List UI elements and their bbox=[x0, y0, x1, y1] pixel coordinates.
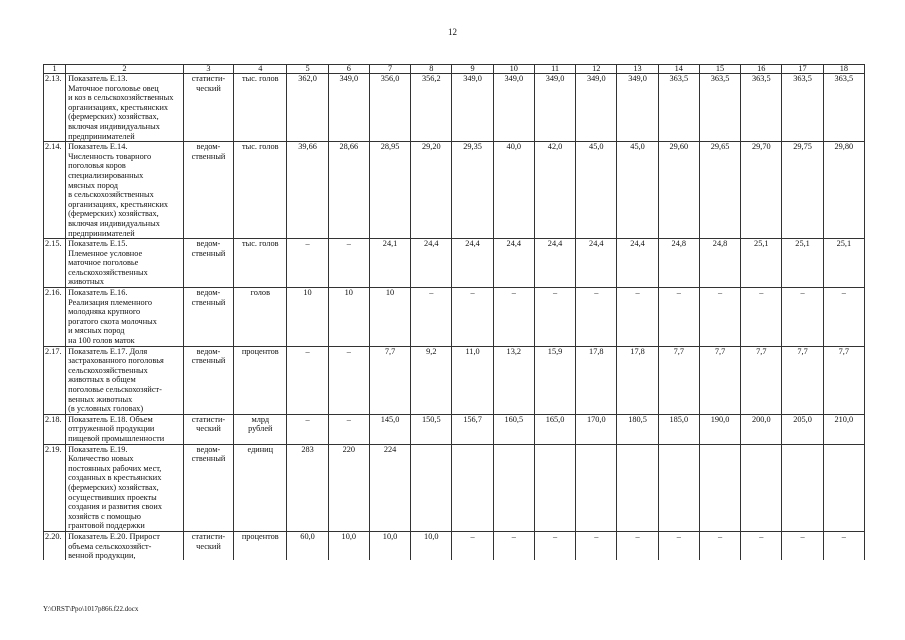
indicator-name-line: организациях, крестьянских bbox=[68, 102, 169, 112]
indicator-name bbox=[66, 74, 184, 142]
value-cell: 24,4 bbox=[452, 239, 493, 288]
value-cell: 7,7 bbox=[823, 346, 864, 414]
indicator-name-line: животных в общем bbox=[68, 375, 136, 385]
data-source bbox=[183, 239, 233, 288]
value-cell: 349,0 bbox=[452, 74, 493, 142]
indicator-name-line: на 100 голов маток bbox=[68, 336, 135, 346]
data-table-container bbox=[43, 64, 865, 560]
value-cell: 363,5 bbox=[658, 74, 699, 142]
indicator-name-line: постоянных рабочих мест, bbox=[68, 463, 162, 473]
value-cell: 24,1 bbox=[369, 239, 410, 288]
column-header: 1 bbox=[44, 65, 66, 74]
value-cell: 7,7 bbox=[369, 346, 410, 414]
table-row bbox=[44, 531, 865, 560]
data-source-line: статисти- bbox=[191, 531, 226, 541]
value-cell bbox=[493, 444, 534, 531]
data-source-line: ственный bbox=[191, 356, 226, 366]
row-index: 2.17. bbox=[44, 346, 66, 414]
unit-line: рублей bbox=[248, 424, 273, 434]
value-cell: 7,7 bbox=[699, 346, 740, 414]
column-header: 10 bbox=[493, 65, 534, 74]
value-cell: 224 bbox=[369, 444, 410, 531]
indicator-name-line: застрахованного поголовья bbox=[68, 356, 164, 366]
indicator-name bbox=[66, 239, 184, 288]
value-cell: – bbox=[741, 531, 782, 560]
value-cell: – bbox=[617, 531, 658, 560]
value-cell: – bbox=[287, 346, 328, 414]
indicator-name-line: (фермерских) хозяйствах, bbox=[68, 112, 159, 122]
indicator-name-line: предпринимателей bbox=[68, 228, 135, 238]
data-source bbox=[183, 346, 233, 414]
value-cell: – bbox=[534, 531, 575, 560]
value-cell: – bbox=[658, 288, 699, 347]
indicator-name-line: маточное поголовье bbox=[68, 258, 139, 268]
value-cell: 349,0 bbox=[328, 74, 369, 142]
value-cell: 156,7 bbox=[452, 414, 493, 444]
data-source-line: ственный bbox=[191, 151, 226, 161]
value-cell bbox=[782, 444, 823, 531]
value-cell: 24,4 bbox=[493, 239, 534, 288]
unit-line: единиц bbox=[247, 444, 274, 454]
indicator-name-line: Показатель Е.13. bbox=[68, 74, 128, 83]
indicator-name-line: осуществивших проекты bbox=[68, 492, 157, 502]
indicator-name bbox=[66, 531, 184, 560]
indicator-name-line: Численность товарного bbox=[68, 151, 152, 161]
data-source-line: ственный bbox=[191, 248, 226, 258]
indicator-name-line: специализированных bbox=[68, 170, 144, 180]
table-row bbox=[44, 74, 865, 142]
indicator-name-line: Маточное поголовье овец bbox=[68, 83, 159, 93]
indicator-name-line: Реализация племенного bbox=[68, 297, 153, 307]
value-cell: 349,0 bbox=[493, 74, 534, 142]
table-row bbox=[44, 414, 865, 444]
page-number: 12 bbox=[448, 27, 457, 37]
indicator-name-line: Показатель Е.18. Объем bbox=[68, 414, 153, 424]
value-cell: – bbox=[493, 288, 534, 347]
value-cell bbox=[699, 444, 740, 531]
value-cell: – bbox=[782, 531, 823, 560]
value-cell: 29,80 bbox=[823, 142, 864, 239]
value-cell: 25,1 bbox=[741, 239, 782, 288]
indicator-name-line: сельскохозяйственных bbox=[68, 267, 148, 277]
value-cell: 7,7 bbox=[741, 346, 782, 414]
column-header: 12 bbox=[576, 65, 617, 74]
unit-of-measure bbox=[234, 531, 287, 560]
column-header: 16 bbox=[741, 65, 782, 74]
header-row bbox=[44, 65, 865, 74]
value-cell bbox=[452, 444, 493, 531]
indicator-name-line: (в условных головах) bbox=[68, 404, 144, 414]
table-row bbox=[44, 444, 865, 531]
value-cell bbox=[576, 444, 617, 531]
column-header: 17 bbox=[782, 65, 823, 74]
value-cell: – bbox=[576, 288, 617, 347]
indicator-name-line: Показатель Е.20. Прирост bbox=[68, 531, 160, 541]
table-row bbox=[44, 239, 865, 288]
data-source bbox=[183, 142, 233, 239]
value-cell: 349,0 bbox=[617, 74, 658, 142]
value-cell: 220 bbox=[328, 444, 369, 531]
data-source bbox=[183, 531, 233, 560]
value-cell: – bbox=[534, 288, 575, 347]
indicator-name-line: Количество новых bbox=[68, 454, 134, 464]
indicator-name-line: мясных пород bbox=[68, 180, 118, 190]
value-cell: 28,95 bbox=[369, 142, 410, 239]
indicator-name-line: молодняка крупного bbox=[68, 307, 141, 317]
value-cell: – bbox=[741, 288, 782, 347]
value-cell: 25,1 bbox=[782, 239, 823, 288]
value-cell: 11,0 bbox=[452, 346, 493, 414]
data-source-line: ческий bbox=[196, 83, 221, 93]
value-cell: 210,0 bbox=[823, 414, 864, 444]
data-source-line: ведом- bbox=[196, 239, 221, 249]
value-cell bbox=[658, 444, 699, 531]
value-cell: 29,65 bbox=[699, 142, 740, 239]
value-cell: 356,0 bbox=[369, 74, 410, 142]
indicator-name-line: сельскохозяйственных bbox=[68, 365, 148, 375]
unit-line: тыс. голов bbox=[242, 142, 279, 152]
column-header: 9 bbox=[452, 65, 493, 74]
row-index: 2.19. bbox=[44, 444, 66, 531]
unit-of-measure bbox=[234, 288, 287, 347]
value-cell: 10,0 bbox=[369, 531, 410, 560]
indicator-name-line: в сельскохозяйственных bbox=[68, 190, 154, 200]
data-source-line: ведом- bbox=[196, 346, 221, 356]
value-cell: 7,7 bbox=[782, 346, 823, 414]
value-cell: – bbox=[823, 288, 864, 347]
value-cell: 150,5 bbox=[411, 414, 452, 444]
value-cell: 145,0 bbox=[369, 414, 410, 444]
value-cell: 363,5 bbox=[741, 74, 782, 142]
column-header: 15 bbox=[699, 65, 740, 74]
column-header: 13 bbox=[617, 65, 658, 74]
value-cell: 29,75 bbox=[782, 142, 823, 239]
unit-of-measure bbox=[234, 444, 287, 531]
column-header: 4 bbox=[234, 65, 287, 74]
unit-of-measure bbox=[234, 414, 287, 444]
value-cell: 25,1 bbox=[823, 239, 864, 288]
unit-line: процентов bbox=[241, 531, 279, 541]
value-cell: 29,60 bbox=[658, 142, 699, 239]
value-cell: 24,4 bbox=[534, 239, 575, 288]
column-header: 2 bbox=[66, 65, 184, 74]
indicator-name-line: включая индивидуальных bbox=[68, 121, 160, 131]
value-cell: – bbox=[658, 531, 699, 560]
row-index: 2.20. bbox=[44, 531, 66, 560]
column-header: 18 bbox=[823, 65, 864, 74]
row-index: 2.15. bbox=[44, 239, 66, 288]
indicator-name-line: рогатого скота молочных bbox=[68, 316, 157, 326]
indicator-name-line: (фермерских) хозяйствах, bbox=[68, 209, 159, 219]
data-source-line: ческий bbox=[196, 424, 221, 434]
unit-line: голов bbox=[250, 288, 270, 298]
column-header: 6 bbox=[328, 65, 369, 74]
column-header: 14 bbox=[658, 65, 699, 74]
data-source-line: ственный bbox=[191, 297, 226, 307]
value-cell: – bbox=[452, 288, 493, 347]
value-cell: 17,8 bbox=[617, 346, 658, 414]
indicator-name-line: венной продукции, bbox=[68, 551, 136, 560]
value-cell: 362,0 bbox=[287, 74, 328, 142]
unit-of-measure bbox=[234, 346, 287, 414]
value-cell: 9,2 bbox=[411, 346, 452, 414]
value-cell: 29,20 bbox=[411, 142, 452, 239]
value-cell: 7,7 bbox=[658, 346, 699, 414]
indicators-table bbox=[43, 64, 865, 560]
value-cell: 190,0 bbox=[699, 414, 740, 444]
row-index: 2.13. bbox=[44, 74, 66, 142]
value-cell: 363,5 bbox=[782, 74, 823, 142]
value-cell: – bbox=[328, 239, 369, 288]
table-row bbox=[44, 142, 865, 239]
data-source bbox=[183, 74, 233, 142]
indicator-name-line: хозяйств с помощью bbox=[68, 511, 141, 521]
value-cell: 24,4 bbox=[617, 239, 658, 288]
value-cell: 24,4 bbox=[411, 239, 452, 288]
column-header: 5 bbox=[287, 65, 328, 74]
indicator-name-line: Племенное условное bbox=[68, 248, 143, 258]
indicator-name-line: созданных в крестьянских bbox=[68, 473, 162, 483]
data-source bbox=[183, 414, 233, 444]
value-cell: 363,5 bbox=[699, 74, 740, 142]
unit-of-measure bbox=[234, 239, 287, 288]
indicator-name-line: Показатель Е.17. Доля bbox=[68, 346, 148, 356]
data-source bbox=[183, 288, 233, 347]
value-cell: 363,5 bbox=[823, 74, 864, 142]
value-cell: – bbox=[287, 239, 328, 288]
table-body bbox=[44, 74, 865, 560]
data-source-line: ственный bbox=[191, 454, 226, 464]
value-cell: – bbox=[287, 414, 328, 444]
value-cell: 283 bbox=[287, 444, 328, 531]
value-cell bbox=[823, 444, 864, 531]
value-cell: – bbox=[328, 414, 369, 444]
indicator-name bbox=[66, 444, 184, 531]
value-cell bbox=[741, 444, 782, 531]
value-cell: – bbox=[493, 531, 534, 560]
value-cell: – bbox=[782, 288, 823, 347]
indicator-name-line: пищевой промышленности bbox=[68, 433, 165, 443]
value-cell: 45,0 bbox=[576, 142, 617, 239]
indicator-name-line: Показатель Е.15. bbox=[68, 239, 128, 249]
value-cell: 205,0 bbox=[782, 414, 823, 444]
indicator-name bbox=[66, 414, 184, 444]
data-source-line: ческий bbox=[196, 541, 221, 551]
unit-line: тыс. голов bbox=[242, 239, 279, 249]
value-cell: – bbox=[576, 531, 617, 560]
indicator-name bbox=[66, 142, 184, 239]
value-cell: 10,0 bbox=[411, 531, 452, 560]
unit-of-measure bbox=[234, 74, 287, 142]
column-header: 11 bbox=[534, 65, 575, 74]
value-cell bbox=[534, 444, 575, 531]
indicator-name-line: и мясных пород bbox=[68, 326, 125, 336]
column-header: 3 bbox=[183, 65, 233, 74]
value-cell: 165,0 bbox=[534, 414, 575, 444]
file-path-footer: Y:\ORST\Ppo\1017p866.f22.docx bbox=[43, 605, 139, 613]
value-cell: 40,0 bbox=[493, 142, 534, 239]
indicator-name bbox=[66, 288, 184, 347]
table-row bbox=[44, 288, 865, 347]
indicator-name-line: грантовой поддержки bbox=[68, 521, 145, 531]
indicator-name-line: организациях, крестьянских bbox=[68, 199, 169, 209]
indicator-name-line: отгруженной продукции bbox=[68, 424, 155, 434]
value-cell bbox=[617, 444, 658, 531]
indicator-name-line: Показатель Е.19. bbox=[68, 444, 128, 454]
value-cell: – bbox=[699, 288, 740, 347]
value-cell: 15,9 bbox=[534, 346, 575, 414]
unit-line: млрд bbox=[251, 414, 270, 424]
value-cell: 180,5 bbox=[617, 414, 658, 444]
unit-line: тыс. голов bbox=[242, 74, 279, 83]
indicator-name-line: (фермерских) хозяйствах, bbox=[68, 482, 159, 492]
unit-of-measure bbox=[234, 142, 287, 239]
indicator-name-line: и коз в сельскохозяйственных bbox=[68, 93, 174, 103]
value-cell: 349,0 bbox=[576, 74, 617, 142]
value-cell: 24,4 bbox=[576, 239, 617, 288]
indicator-name-line: Показатель Е.16. bbox=[68, 288, 128, 298]
row-index: 2.18. bbox=[44, 414, 66, 444]
value-cell: 10 bbox=[287, 288, 328, 347]
value-cell: 10 bbox=[328, 288, 369, 347]
indicator-name bbox=[66, 346, 184, 414]
table-row bbox=[44, 346, 865, 414]
indicator-name-line: животных bbox=[68, 277, 104, 287]
value-cell: 10,0 bbox=[328, 531, 369, 560]
data-source-line: ведом- bbox=[196, 444, 221, 454]
value-cell: 28,66 bbox=[328, 142, 369, 239]
unit-line: процентов bbox=[241, 346, 279, 356]
data-source bbox=[183, 444, 233, 531]
column-header: 8 bbox=[411, 65, 452, 74]
value-cell: 45,0 bbox=[617, 142, 658, 239]
value-cell: 60,0 bbox=[287, 531, 328, 560]
indicator-name-line: Показатель Е.14. bbox=[68, 142, 128, 152]
value-cell: 170,0 bbox=[576, 414, 617, 444]
value-cell: 24,8 bbox=[699, 239, 740, 288]
column-header: 7 bbox=[369, 65, 410, 74]
value-cell: 349,0 bbox=[534, 74, 575, 142]
value-cell: 185,0 bbox=[658, 414, 699, 444]
data-source-line: ведом- bbox=[196, 142, 221, 152]
value-cell: – bbox=[452, 531, 493, 560]
value-cell: 13,2 bbox=[493, 346, 534, 414]
indicator-name-line: предпринимателей bbox=[68, 131, 135, 141]
data-source-line: ведом- bbox=[196, 288, 221, 298]
value-cell: 24,8 bbox=[658, 239, 699, 288]
indicator-name-line: объема сельскохозяйст- bbox=[68, 541, 152, 551]
value-cell: 29,35 bbox=[452, 142, 493, 239]
value-cell: – bbox=[411, 288, 452, 347]
data-source-line: статисти- bbox=[191, 74, 226, 83]
indicator-name-line: включая индивидуальных bbox=[68, 218, 160, 228]
data-source-line: статисти- bbox=[191, 414, 226, 424]
indicator-name-line: венных животных bbox=[68, 394, 133, 404]
indicator-name-line: поголовье сельскохозяйст- bbox=[68, 385, 162, 394]
value-cell: 29,70 bbox=[741, 142, 782, 239]
indicator-name-line: поголовья коров bbox=[68, 161, 126, 171]
row-index: 2.14. bbox=[44, 142, 66, 239]
value-cell: – bbox=[328, 346, 369, 414]
value-cell: 39,66 bbox=[287, 142, 328, 239]
value-cell: – bbox=[823, 531, 864, 560]
value-cell: 160,5 bbox=[493, 414, 534, 444]
value-cell: 17,8 bbox=[576, 346, 617, 414]
value-cell: – bbox=[699, 531, 740, 560]
indicator-name-line: создания и развития своих bbox=[68, 502, 162, 512]
value-cell bbox=[411, 444, 452, 531]
value-cell: 42,0 bbox=[534, 142, 575, 239]
value-cell: 10 bbox=[369, 288, 410, 347]
value-cell: 356,2 bbox=[411, 74, 452, 142]
row-index: 2.16. bbox=[44, 288, 66, 347]
value-cell: – bbox=[617, 288, 658, 347]
value-cell: 200,0 bbox=[741, 414, 782, 444]
